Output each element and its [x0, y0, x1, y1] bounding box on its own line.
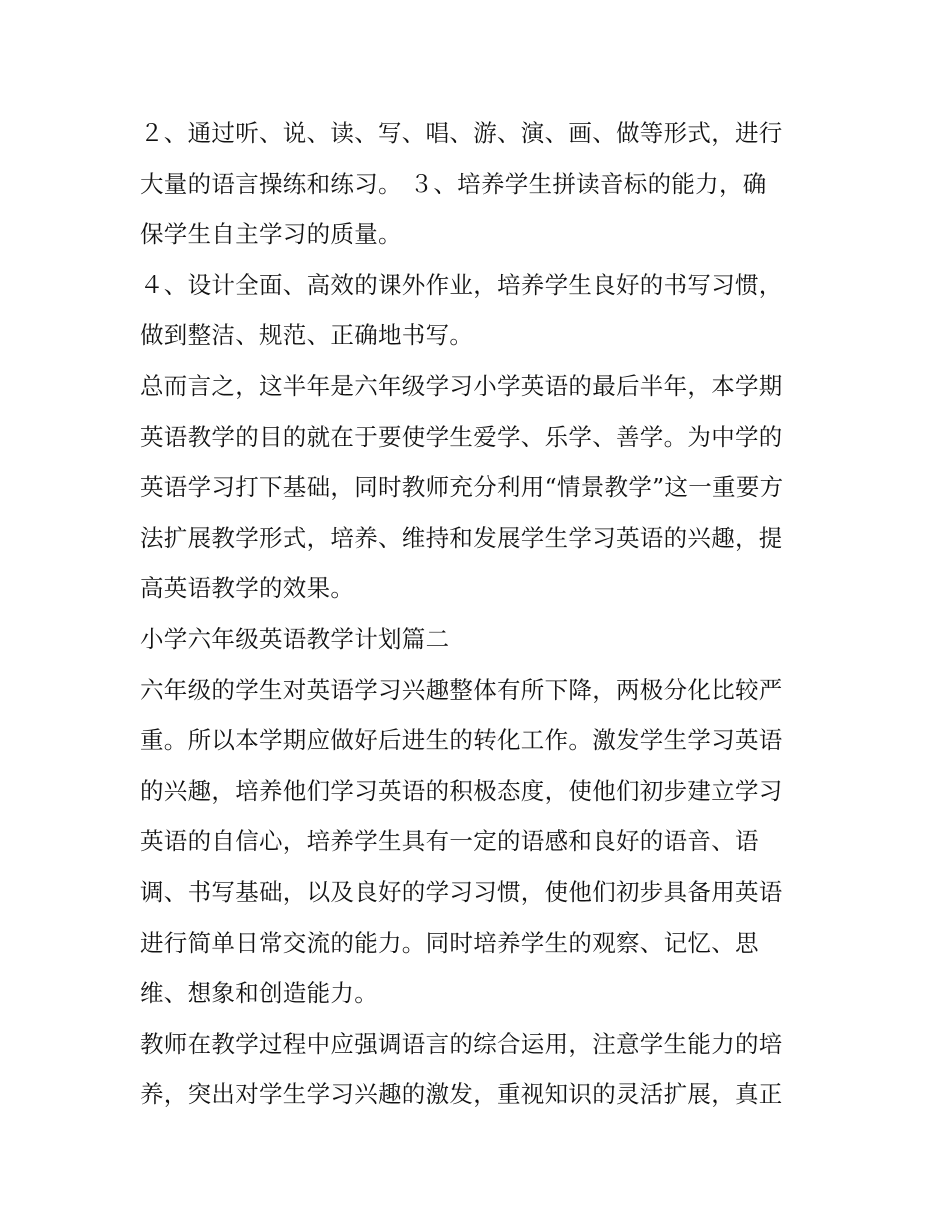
section-heading: [140, 614, 814, 665]
text-line: 的兴趣，培养他们学习英语的积极态度，使他们初步建立学习: [140, 776, 783, 805]
document-body: [140, 108, 814, 1120]
paragraph-methods-4: [140, 260, 814, 361]
text-line: 英语学习打下基础，同时教师充分利用“情景教学”这一重要方: [140, 473, 784, 502]
section-heading-text: 小学六年级英语教学计划篇二: [140, 624, 450, 653]
text-line: 重。所以本学期应做好后进生的转化工作。激发学生学习英语: [140, 726, 783, 755]
paragraph-methods-2-3: [140, 108, 814, 260]
text-line: ２、通过听、说、读、写、唱、游、演、画、做等形式，进行: [140, 119, 783, 147]
text-line: 英语的自信心，培养学生具有一定的语感和良好的语音、语: [140, 827, 759, 856]
text-line: 进行简单日常交流的能力。同时培养学生的观察、记忆、思: [140, 928, 759, 957]
text-line: 总而言之，这半年是六年级学习小学英语的最后半年，本学期: [140, 371, 783, 400]
text-line: 大量的语言操练和练习。 ３、培养学生拼读音标的能力，确: [140, 169, 767, 198]
text-line: 教师在教学过程中应强调语言的综合运用，注意学生能力的培: [140, 1029, 783, 1058]
text-line: 英语教学的目的就在于要使学生爱学、乐学、善学。为中学的: [140, 422, 783, 451]
text-line: 维、想象和创造能力。: [140, 979, 378, 1008]
text-line: 保学生自主学习的质量。: [140, 220, 402, 249]
text-line: 高英语教学的效果。: [140, 574, 355, 603]
text-line: 调、书写基础，以及良好的学习习惯，使他们初步具备用英语: [140, 877, 783, 906]
text-line: 做到整洁、规范、正确地书写。: [140, 321, 474, 350]
paragraph-summary: [140, 361, 814, 614]
text-line: 六年级的学生对英语学习兴趣整体有所下降，两极分化比较严: [140, 675, 783, 704]
text-line: ４、设计全面、高效的课外作业，培养学生良好的书写习惯，: [140, 270, 783, 299]
paragraph-teaching-emphasis: [140, 1019, 814, 1120]
text-line: 养，突出对学生学习兴趣的激发，重视知识的灵活扩展，真正: [140, 1080, 783, 1109]
paragraph-student-analysis: [140, 665, 814, 1019]
text-line: 法扩展教学形式，培养、维持和发展学生学习英语的兴趣，提: [140, 523, 783, 552]
